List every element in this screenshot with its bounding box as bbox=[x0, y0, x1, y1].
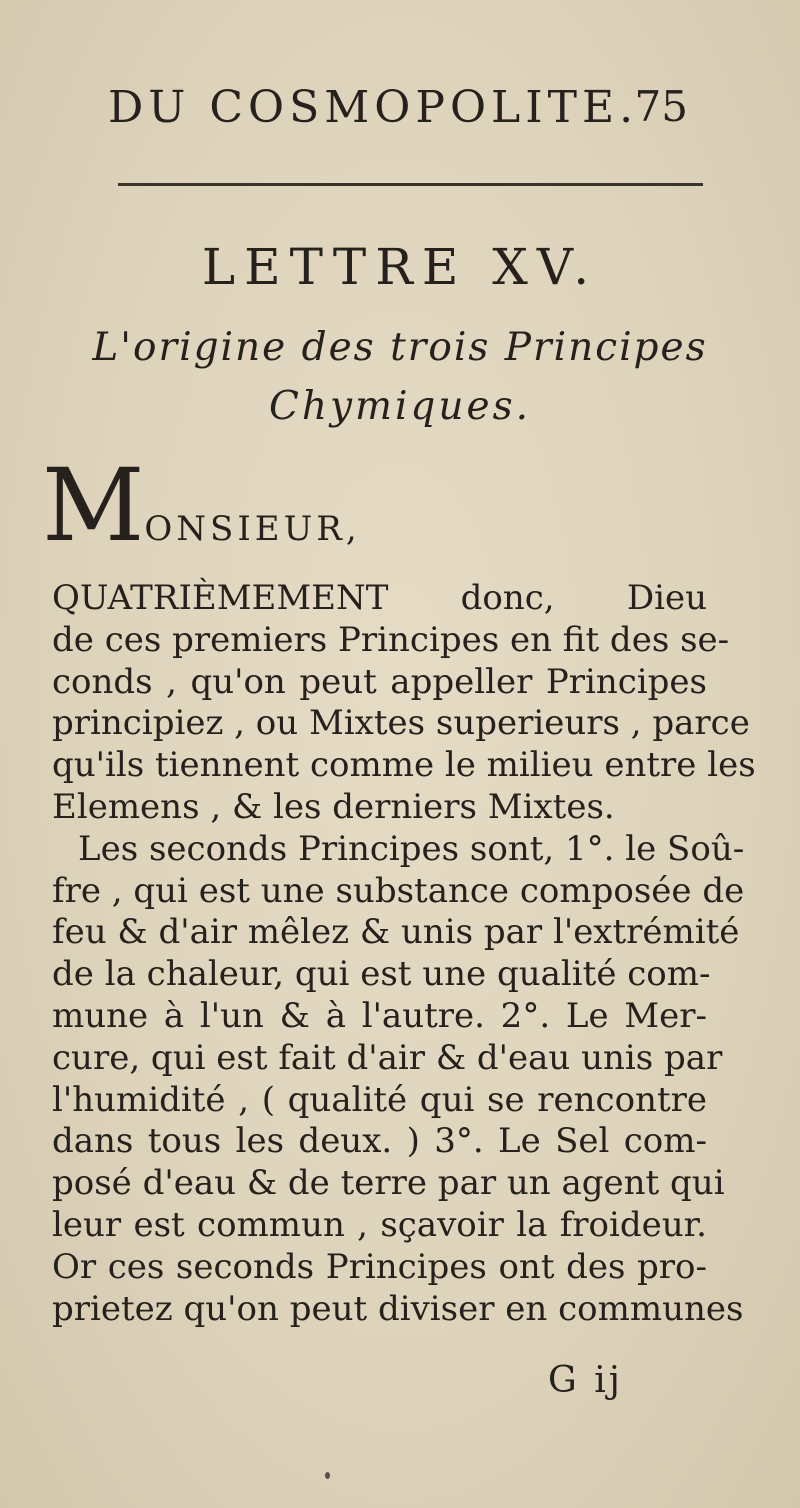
body-text bbox=[52, 578, 756, 1330]
signature-mark: G ij bbox=[548, 1360, 623, 1401]
text-line: Or ces seconds Principes ont des pro- bbox=[52, 1246, 707, 1287]
text-line: l'humidité , ( qualité qui se rencontre bbox=[52, 1079, 707, 1120]
text-line: Les seconds Principes sont, 1°. le Soû- bbox=[78, 828, 745, 869]
text-line: posé d'eau & de terre par un agent qui bbox=[52, 1163, 725, 1204]
salutation bbox=[42, 447, 361, 564]
text-line: Elemens , & les derniers Mixtes. bbox=[52, 786, 615, 827]
text-line: mune à l'un & à l'autre. 2°. Le Mer- bbox=[52, 995, 707, 1036]
text-line: principiez , ou Mixtes superieurs , parce bbox=[52, 703, 750, 744]
text-line: fre , qui est une substance composée de bbox=[52, 870, 745, 911]
salutation-rest: ONSIEUR, bbox=[144, 509, 361, 549]
text-line: QUATRIÈMEMENT donc, Dieu bbox=[52, 578, 707, 618]
letter-title: LETTRE XV. bbox=[201, 238, 599, 296]
running-title: DU COSMOPOLITE. bbox=[108, 82, 639, 133]
text-line: de ces premiers Principes en fit des se- bbox=[52, 619, 730, 660]
text-line: feu & d'air mêlez & unis par l'extrémité bbox=[52, 912, 740, 953]
page-number: 75 bbox=[634, 82, 688, 131]
text-line: prietez qu'on peut diviser en communes bbox=[52, 1288, 744, 1329]
text-line: cure, qui est fait d'air & d'eau unis par bbox=[52, 1037, 723, 1078]
header-rule bbox=[118, 183, 703, 186]
text-line: leur est commun , sçavoir la froideur. bbox=[52, 1204, 707, 1245]
text-line: de la chaleur, qui est une qualité com- bbox=[52, 954, 711, 995]
page-header bbox=[108, 82, 688, 142]
ink-speck bbox=[325, 1472, 330, 1479]
letter-subtitle-line-1: L'origine des trois Principes bbox=[92, 325, 708, 370]
letter-subtitle-line-2: Chymiques. bbox=[268, 384, 532, 429]
text-line: dans tous les deux. ) 3°. Le Sel com- bbox=[52, 1121, 707, 1162]
salutation-drop-cap: M bbox=[42, 447, 145, 564]
text-line: qu'ils tiennent comme le milieu entre les bbox=[52, 745, 756, 786]
text-line: conds , qu'on peut appeller Principes bbox=[52, 661, 707, 702]
